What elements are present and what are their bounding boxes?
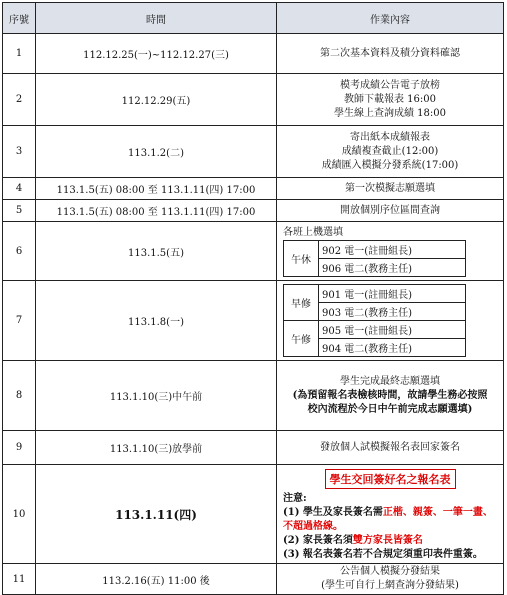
row-time: 113.1.5(五) 08:00 至 113.1.11(四) 17:00 <box>36 200 277 222</box>
note-3: (3) 報名表簽名若不合規定須重印表件重簽。 <box>283 549 483 560</box>
period-table <box>283 284 466 357</box>
table-row <box>3 74 504 126</box>
header-content: 作業內容 <box>277 3 504 34</box>
row-time: 113.1.10(三)放學前 <box>36 431 277 465</box>
table-row <box>3 222 504 281</box>
row-content <box>277 564 504 595</box>
class-line: 904 電二(教務主任) <box>319 339 466 357</box>
content-line: 模考成績公告電子放榜 <box>340 79 440 91</box>
note-1-prefix: (1) 學生及家長簽名需 <box>283 507 383 518</box>
row-no: 6 <box>3 222 36 281</box>
content-line: (為預留報名表檢核時間，故請學生務必按照 <box>292 389 488 401</box>
notes-block <box>279 492 501 562</box>
row-content <box>277 431 504 465</box>
row-content <box>277 74 504 126</box>
table-row <box>3 200 504 222</box>
content-line: 成績匯入模擬分發系統(17:00) <box>321 159 459 171</box>
row-content <box>277 465 504 564</box>
content-line: (學生可自行上網查詢分發結果) <box>321 580 459 591</box>
class-line: 906 電二(教務主任) <box>319 259 466 277</box>
row-no: 3 <box>3 126 36 178</box>
row-time: 113.1.8(一) <box>36 281 277 361</box>
highlight-box: 學生交回簽好名之報名表 <box>325 469 456 489</box>
class-line: 901 電一(註冊組長) <box>319 285 466 303</box>
table-row <box>3 178 504 200</box>
content-line: 學生線上查詢成績 18:00 <box>334 107 446 119</box>
row-no: 8 <box>3 361 36 431</box>
row-content <box>277 126 504 178</box>
row-no: 9 <box>3 431 36 465</box>
row-time: 113.1.5(五) <box>36 222 277 281</box>
period-row <box>284 321 466 339</box>
header-no: 序號 <box>3 3 36 34</box>
period-label: 午休 <box>284 241 319 277</box>
class-line: 902 電一(註冊組長) <box>319 241 466 259</box>
header-time: 時間 <box>36 3 277 34</box>
row-no: 2 <box>3 74 36 126</box>
table-row <box>3 564 504 595</box>
period-row <box>284 285 466 303</box>
content-line: 第二次基本資料及積分資料確認 <box>320 47 460 59</box>
table-row <box>3 34 504 74</box>
row-content <box>277 200 504 222</box>
row-no: 4 <box>3 178 36 200</box>
row-time: 112.12.25(一)~112.12.27(三) <box>36 34 277 74</box>
row-time: 113.1.10(三)中午前 <box>36 361 277 431</box>
content-line: 校內流程於今日中午前完成志願選填) <box>307 403 473 415</box>
header-row <box>3 3 504 34</box>
notes-title: 注意: <box>283 493 307 504</box>
period-table <box>283 240 466 277</box>
lead-text: 各班上機選填 <box>283 227 343 238</box>
note-2 <box>283 534 501 548</box>
row-content <box>277 222 504 281</box>
content-line: 第一次模擬志願選填 <box>345 182 435 194</box>
content-line: 發放個人試模擬報名表回家簽名 <box>320 441 460 453</box>
row-content <box>277 34 504 74</box>
content-line: 成績複查截止(12:00) <box>341 145 439 157</box>
row-time: 113.1.5(五) 08:00 至 113.1.11(四) 17:00 <box>36 178 277 200</box>
row-no: 11 <box>3 564 36 595</box>
class-line: 903 電二(教務主任) <box>319 303 466 321</box>
content-line: 寄出紙本成績報表 <box>350 131 430 143</box>
table-row <box>3 465 504 564</box>
period-label: 午修 <box>284 321 319 357</box>
row-time: 113.2.16(五) 11:00 後 <box>36 564 277 595</box>
class-line: 905 電一(註冊組長) <box>319 321 466 339</box>
period-row <box>284 241 466 259</box>
row-content <box>277 361 504 431</box>
note-1 <box>283 506 501 534</box>
table-row <box>3 431 504 465</box>
note-2-prefix: (2) 家長簽名須 <box>283 535 353 546</box>
content-line: 教師下載報表 16:00 <box>344 93 436 105</box>
row-no: 7 <box>3 281 36 361</box>
row-time: 113.1.11(四) <box>36 465 277 564</box>
table-row <box>3 361 504 431</box>
row-no: 10 <box>3 465 36 564</box>
row-time: 112.12.29(五) <box>36 74 277 126</box>
table-row <box>3 281 504 361</box>
row-content <box>277 178 504 200</box>
note-2-emphasis: 雙方家長皆簽名 <box>352 535 423 546</box>
content-line: 開放個別序位區間查詢 <box>340 204 440 216</box>
table-row <box>3 126 504 178</box>
row-content <box>277 281 504 361</box>
note-1-emphasis: 正楷、親簽、一筆一畫、不超過格線。 <box>283 507 493 532</box>
schedule-table <box>2 2 504 595</box>
period-label: 早修 <box>284 285 319 321</box>
row-time: 113.1.2(二) <box>36 126 277 178</box>
content-line: 公告個人模擬分發結果 <box>340 566 440 577</box>
row-no: 1 <box>3 34 36 74</box>
content-line: 學生完成最終志願選填 <box>340 375 440 387</box>
row-no: 5 <box>3 200 36 222</box>
